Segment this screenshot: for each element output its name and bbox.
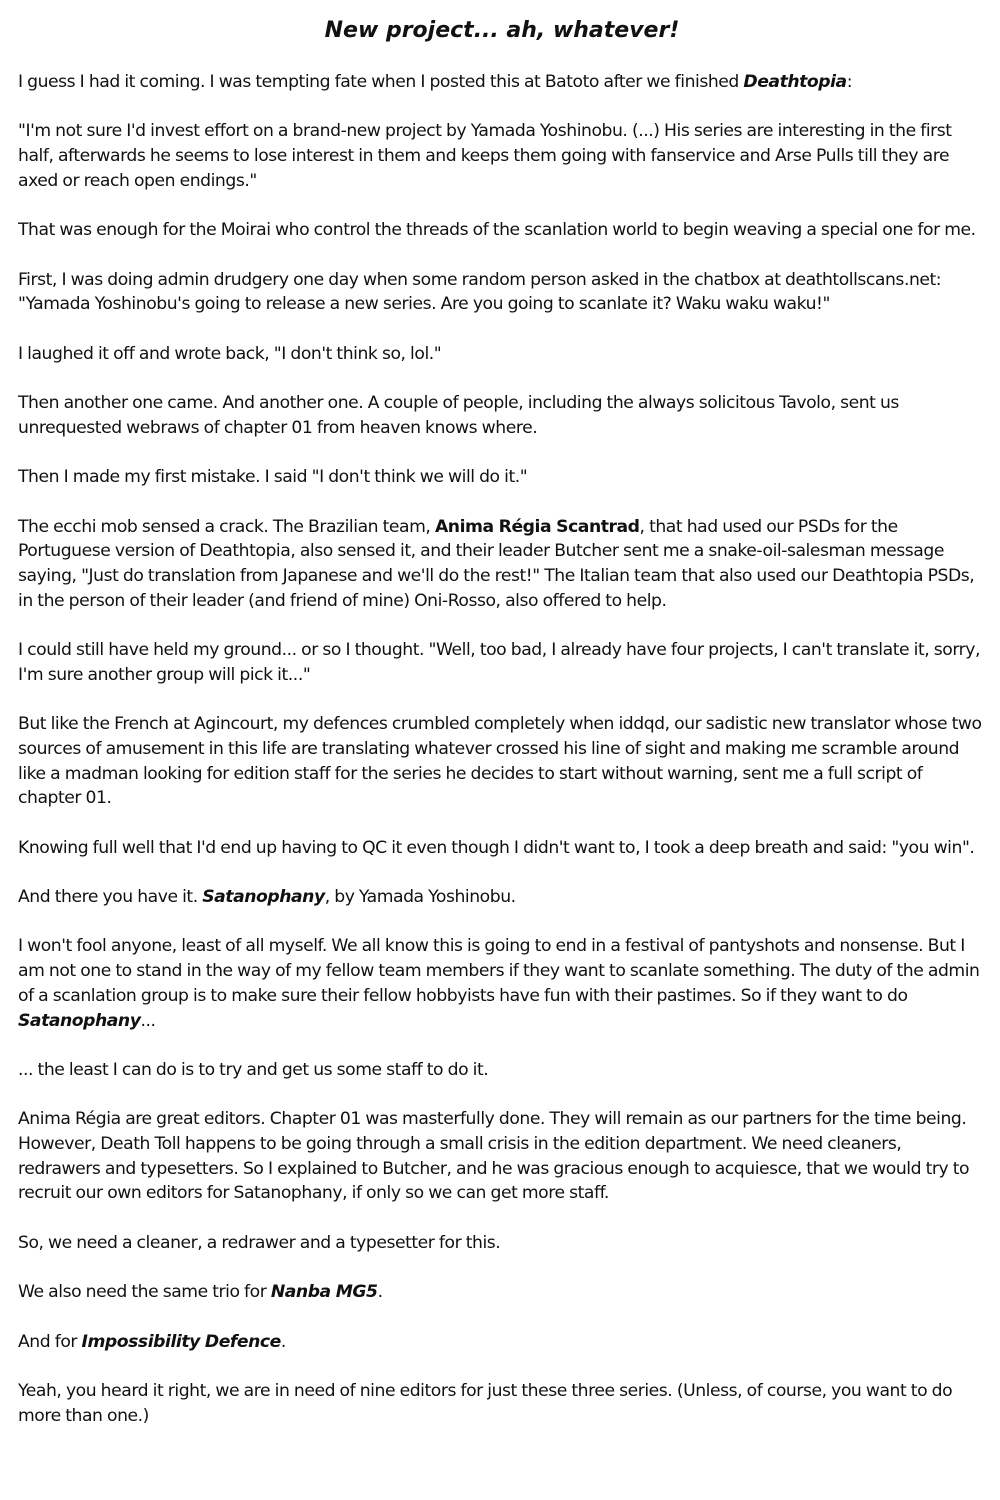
paragraph-text: And there you have it. bbox=[18, 887, 203, 908]
paragraph bbox=[18, 1330, 986, 1355]
paragraph bbox=[18, 1058, 986, 1083]
emphasized-title: Satanophany bbox=[18, 1010, 141, 1031]
paragraph bbox=[18, 1231, 986, 1256]
paragraph bbox=[18, 268, 986, 317]
paragraph bbox=[18, 1107, 986, 1206]
paragraph-text: Yeah, you heard it right, we are in need of nine editors for just these three series. (Unless, of course, you want to do more than one.) bbox=[18, 1380, 953, 1426]
paragraph bbox=[18, 465, 986, 490]
paragraph-text: I guess I had it coming. I was tempting fate when I posted this at Batoto after we finished bbox=[18, 72, 744, 92]
paragraph bbox=[18, 119, 986, 193]
paragraph bbox=[18, 836, 986, 861]
emphasized-title: Nanba MG5 bbox=[270, 1282, 378, 1303]
paragraph bbox=[18, 218, 986, 243]
paragraph-text: : bbox=[846, 72, 853, 92]
paragraph-text: , that had used our PSDs for the Portuguese version of Deathtopia, also sensed it, and their leader Butcher sent me a snake-oil-salesman message saying, "Just do translation from Japanese and we'll do the rest!" The Italian team that also used our Deathtopia PSDs, in the person of their leader (and friend of mine) Oni-Rosso, also offered to help. bbox=[18, 516, 975, 611]
paragraph-text: "I'm not sure I'd invest effort on a brand-new project by Yamada Yoshinobu. (...) His series are interesting in the first half, afterwards he seems to lose interest in them and keeps them going with fanservice and Arse Pulls till they are axed or reach open endings." bbox=[18, 121, 952, 191]
paragraph-text: The ecchi mob sensed a crack. The Brazilian team, bbox=[18, 516, 435, 537]
paragraph bbox=[18, 391, 986, 440]
paragraph-text: And for bbox=[18, 1331, 82, 1352]
paragraph-text: I won't fool anyone, least of all myself. We all know this is going to end in a festival of pantyshots and nonsense. But I am not one to stand in the way of my fellow team members if they want to scanlate something. The duty of the admin of a scanlation group is to make sure their fellow hobbyists have fun with their pastimes. So if they want to do bbox=[18, 936, 980, 1006]
paragraph-text: Then I made my first mistake. I said "I don't think we will do it." bbox=[18, 467, 528, 488]
paragraph-text: Anima Régia are great editors. Chapter 01 was masterfully done. They will remain as our partners for the time being. However, Death Toll happens to be going through a small crisis in the edition department. We need cleaners, redrawers and typesetters. So I explained to Butcher, and he was gracious enough to acquiesce, that we would try to recruit our own editors for Satanophany, if only so we can get more staff. bbox=[18, 1109, 970, 1204]
paragraph-text: So, we need a cleaner, a redrawer and a typesetter for this. bbox=[18, 1232, 501, 1253]
paragraph-text: . bbox=[377, 1282, 383, 1303]
page-title: New project... ah, whatever! bbox=[324, 18, 680, 43]
emphasized-title: Deathtopia bbox=[743, 72, 847, 92]
paragraph bbox=[18, 638, 986, 687]
paragraph-text: , by Yamada Yoshinobu. bbox=[324, 887, 516, 908]
paragraph-text: Knowing full well that I'd end up having to QC it even though I didn't want to, I took a deep breath and said: "you win". bbox=[18, 837, 975, 858]
paragraph-text: We also need the same trio for bbox=[18, 1282, 271, 1303]
paragraph-text: First, I was doing admin drudgery one day when some random person asked in the chatbox at deathtollscans.net: "Yamada Yoshinobu's going to release a new series. Are you going to scanlate it? Waku waku waku!" bbox=[18, 269, 942, 315]
paragraph bbox=[18, 1280, 986, 1305]
paragraph bbox=[18, 70, 986, 95]
paragraph-text: But like the French at Agincourt, my defences crumbled completely when iddqd, our sadistic new translator whose two sources of amusement in this life are translating whatever crossed his line of sight and making me scramble around like a madman looking for edition staff for the series he decides to start without warning, sent me a full script of chapter 01. bbox=[18, 714, 982, 809]
paragraph-text: ... bbox=[140, 1010, 156, 1031]
paragraph bbox=[18, 1379, 986, 1428]
paragraph bbox=[18, 885, 986, 910]
article-body bbox=[18, 70, 986, 1428]
paragraph-text: ... the least I can do is to try and get us some staff to do it. bbox=[18, 1059, 489, 1080]
paragraph-text: I laughed it off and wrote back, "I don't think so, lol." bbox=[18, 343, 442, 364]
paragraph bbox=[18, 712, 986, 811]
bold-name: Anima Régia Scantrad bbox=[434, 516, 640, 537]
emphasized-title: Impossibility Defence bbox=[81, 1331, 281, 1352]
paragraph-text: Then another one came. And another one. A couple of people, including the always solicitous Tavolo, sent us unrequested webraws of chapter 01 from heaven knows where. bbox=[18, 393, 899, 438]
document-page bbox=[18, 14, 986, 1428]
paragraph-text: I could still have held my ground... or so I thought. "Well, too bad, I already have four projects, I can't translate it, sorry, I'm sure another group will pick it..." bbox=[18, 640, 981, 685]
paragraph-text: . bbox=[280, 1331, 286, 1352]
paragraph-text: That was enough for the Moirai who control the threads of the scanlation world to begin weaving a special one for me. bbox=[18, 220, 976, 241]
paragraph bbox=[18, 934, 986, 1033]
paragraph bbox=[18, 342, 986, 367]
emphasized-title: Satanophany bbox=[202, 887, 325, 908]
paragraph bbox=[18, 515, 986, 614]
